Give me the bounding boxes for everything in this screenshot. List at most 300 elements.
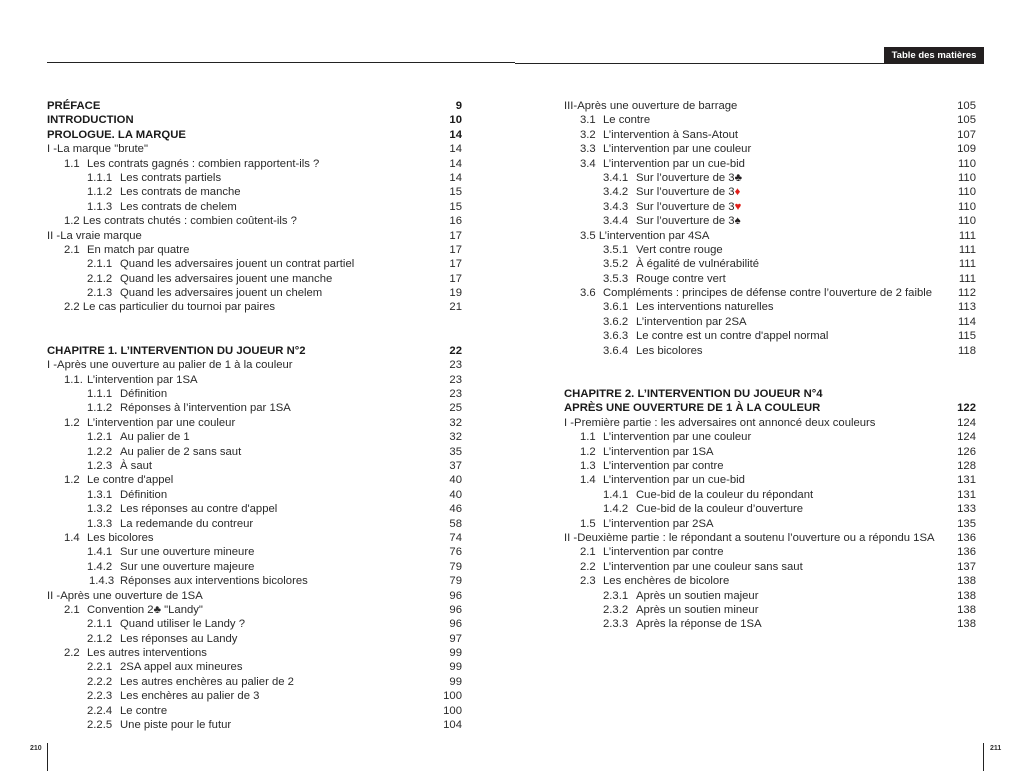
toc-entry[interactable] [47,632,462,646]
toc-entry-page: 9 [455,100,462,112]
toc-entry-page: 113 [957,301,976,314]
toc-entry-page: 79 [449,575,462,588]
toc-entry-title: Les autres enchères au palier de 2 [120,675,294,688]
toc-entry-title: L’intervention par une couleur [603,431,752,444]
toc-entry-page: 58 [449,517,462,530]
toc-entry-page: 96 [449,603,462,616]
toc-entry[interactable] [564,560,976,574]
toc-entry-title: Sur l’ouverture de 3 [636,171,735,184]
toc-entry-number: I - [47,359,58,372]
toc-entry[interactable] [564,329,976,343]
toc-entry[interactable] [47,128,462,142]
toc-entry-page: 111 [958,272,976,285]
toc-entry-number: 3.4 [580,157,596,170]
toc-entry-page: 111 [958,229,976,242]
toc-entry-title: APRÈS UNE OUVERTURE DE 1 À LA COULEUR [564,402,821,415]
card-suit-icon: ♦ [734,186,741,199]
toc-entry[interactable] [47,99,462,113]
toc-entry-title: Au palier de 1 [120,431,190,444]
toc-entry[interactable] [47,142,462,156]
toc-entry-page: 46 [449,503,462,516]
toc-entry[interactable] [564,257,976,271]
toc-entry-title: Quand les adversaires jouent une manche [120,272,333,285]
toc-entry[interactable] [564,531,976,545]
toc-entry-title: Les enchères au palier de 3 [120,690,260,703]
toc-entry[interactable] [47,257,462,271]
toc-entry-title: Définition [120,388,168,401]
toc-entry-number: 1.2 [580,445,596,458]
toc-entry-page: 10 [449,114,462,127]
toc-entry-title: Convention 2♣ "Landy" [87,603,203,616]
toc-entry-number: 1.2.2 [87,445,113,458]
toc-entry-page: 40 [449,474,462,487]
toc-entry-title: Les contrats de manche [120,186,241,199]
toc-entry-number: 1.1.1 [87,388,113,401]
toc-entry-page: 109 [957,143,976,156]
toc-entry-page: 21 [449,301,462,314]
toc-entry-title: Sur l’ouverture de 3 [636,215,735,228]
toc-entry-title: INTRODUCTION [47,114,134,127]
toc-entry-page: 124 [957,416,976,429]
toc-entry-number: 2.1.1 [87,258,113,271]
toc-entry-title: L’intervention par 1SA [87,373,198,386]
toc-entry-page: 111 [958,258,976,271]
toc-entry[interactable] [47,689,462,703]
right-page-margin-line [983,743,984,771]
toc-entry-number: 1.4.3 [89,575,115,588]
toc-entry[interactable] [564,589,976,603]
toc-entry-number: 2.2 [580,560,596,573]
toc-entry-title: Une piste pour le futur [120,719,232,732]
toc-spacer [47,315,462,344]
toc-entry-title: En match par quatre [87,243,190,256]
toc-entry[interactable] [564,445,976,459]
toc-entry-page: 96 [449,589,462,602]
toc-entry-title: À saut [120,459,153,472]
toc-entry[interactable] [47,286,462,300]
toc-entry-number: 3.4.2 [603,186,629,199]
card-suit-icon: ♠ [734,215,741,228]
toc-entry[interactable] [564,243,976,257]
toc-entry[interactable] [564,214,976,228]
toc-entry[interactable] [564,128,976,142]
toc-entry-number: 3.6.3 [603,330,629,343]
toc-entry-page: 99 [449,661,462,674]
toc-entry-number: I - [47,143,58,156]
toc-spacer [564,358,976,387]
toc-entry[interactable] [564,502,976,516]
toc-entry-title: L’intervention par un cue-bid [603,474,745,487]
toc-entry-number: 1.3.3 [87,517,113,530]
toc-entry-number: 3.4.4 [603,215,629,228]
toc-entry-page: 105 [957,114,976,127]
toc-entry-title: L’intervention par 1SA [603,445,714,458]
toc-entry-number: 2.2.5 [87,719,113,732]
toc-entry-title: À égalité de vulnérabilité [636,258,760,271]
toc-entry-number: 2.3.2 [603,603,629,616]
toc-entry[interactable] [47,171,462,185]
toc-entry[interactable] [47,589,462,603]
toc-entry-page: 105 [957,100,976,112]
toc-entry-page: 138 [957,575,976,588]
toc-entry-number: 2.1 [64,603,80,616]
toc-entry-title: Le contre [603,114,651,127]
toc-entry-page: 100 [443,690,462,703]
toc-entry-title: 2.2 Le cas particulier du tournoi par paires [64,301,275,314]
toc-entry-title: L’intervention par contre [603,459,724,472]
toc-entry-page: 99 [449,675,462,688]
toc-entry-title: CHAPITRE 2. L’INTERVENTION DU JOUEUR N°4 [564,388,823,401]
toc-entry[interactable] [564,99,976,113]
toc-entry-number: 1.1 [580,431,596,444]
toc-entry[interactable] [564,603,976,617]
toc-entry[interactable] [47,113,462,127]
toc-entry-title: Rouge contre vert [636,272,726,285]
toc-entry-number: 2.2.2 [87,675,113,688]
toc-entry-title: La vraie marque [60,229,142,242]
toc-entry-number: 2.2.3 [87,690,113,703]
toc-entry-number: 1.4.2 [87,560,113,573]
toc-entry-number: 3.4.1 [603,171,629,184]
toc-entry-title: Le contre d'appel [87,474,174,487]
toc-entry-number: 3.6.1 [603,301,629,314]
toc-entry-number: 1.2.3 [87,459,113,472]
toc-entry-number: 3.5.3 [603,272,629,285]
toc-entry-page: 17 [449,229,462,242]
toc-entry-number: II - [47,229,61,242]
toc-entry-title: PROLOGUE. LA MARQUE [47,128,186,141]
toc-entry-title: Quand les adversaires jouent un contrat partiel [120,258,355,271]
toc-entry[interactable] [47,229,462,243]
toc-entry[interactable] [47,574,462,588]
toc-entry[interactable] [47,718,462,732]
toc-entry-page: 97 [449,632,462,645]
toc-entry-number: 2.2.4 [87,704,113,717]
toc-left-page [47,99,462,732]
toc-entry[interactable] [47,214,462,228]
toc-entry[interactable] [47,344,462,358]
toc-entry-title: Les enchères de bicolore [603,575,730,588]
toc-entry-title: Après la réponse de 1SA [636,618,762,631]
toc-entry-number: 3.6.2 [603,315,629,328]
toc-entry-page: 131 [957,488,976,501]
toc-entry[interactable] [564,272,976,286]
toc-entry-page: 22 [449,344,462,357]
toc-entry[interactable] [47,272,462,286]
toc-entry-title: La redemande du contreur [120,517,254,530]
card-suit-icon: ♥ [734,200,742,213]
toc-entry[interactable] [47,300,462,314]
toc-entry-title: Sur une ouverture majeure [120,560,255,573]
toc-entry[interactable] [564,142,976,156]
toc-entry-title: Les contrats partiels [120,171,222,184]
toc-entry-number: 1.4 [580,474,596,487]
toc-entry-number: 3.2 [580,128,596,141]
toc-entry[interactable] [564,200,976,214]
toc-entry-number: 2.1.2 [87,632,113,645]
toc-entry-page: 100 [443,704,462,717]
toc-entry-page: 136 [957,546,976,559]
toc-entry[interactable] [564,113,976,127]
toc-entry-title: L’intervention par une couleur [603,143,752,156]
toc-entry-number: 3.6.4 [603,344,629,357]
toc-entry-title: L’intervention par contre [603,546,724,559]
toc-entry-page: 110 [957,186,976,199]
toc-entry[interactable] [47,517,462,531]
toc-entry-page: 138 [957,618,976,631]
toc-entry[interactable] [47,157,462,171]
toc-entry-title: Les réponses au contre d'appel [120,503,278,516]
toc-entry[interactable] [47,243,462,257]
toc-entry[interactable] [564,617,976,631]
toc-entry-page: 133 [957,503,976,516]
toc-entry-title: L’intervention par 2SA [603,517,714,530]
toc-entry-page: 14 [449,143,462,156]
toc-entry-title: Quand les adversaires jouent un chelem [120,287,323,300]
toc-entry[interactable] [564,488,976,502]
toc-entry-page: 32 [449,416,462,429]
toc-entry-number: III- [564,100,578,112]
toc-entry-number: 3.1 [580,114,596,127]
toc-entry-title: Première partie : les adversaires ont annoncé deux couleurs [574,416,876,429]
toc-entry-number: 3.6 [580,287,596,300]
toc-entry-title: Les contrats gagnés : combien rapportent-ils ? [87,157,320,170]
toc-entry-title: Après une ouverture de barrage [577,100,738,112]
toc-entry[interactable] [47,473,462,487]
toc-entry-title: L’intervention par un cue-bid [603,157,745,170]
toc-entry-title: Les bicolores [87,531,154,544]
toc-entry-number: 1.1. [64,373,83,386]
toc-entry-title: Compléments : principes de défense contre l’ouverture de 2 faible [603,287,933,300]
toc-entry-title: Deuxième partie : le répondant a soutenu l’ouverture ou a répondu 1SA [577,531,935,544]
toc-entry[interactable] [564,171,976,185]
toc-entry-title: L’intervention par une couleur [87,416,236,429]
toc-entry-page: 19 [449,287,462,300]
toc-entry-page: 138 [957,589,976,602]
toc-entry-number: 2.1 [64,243,80,256]
toc-entry-page: 14 [449,157,462,170]
toc-entry-number: II - [47,589,61,602]
toc-entry-title: CHAPITRE 1. L’INTERVENTION DU JOUEUR N°2 [47,344,306,357]
toc-entry-title: Après un soutien majeur [636,589,759,602]
toc-entry-page: 17 [449,272,462,285]
toc-entry-number: 1.2.1 [87,431,113,444]
toc-entry-page: 35 [449,445,462,458]
toc-entry-page: 99 [449,647,462,660]
toc-entry-page: 111 [958,243,976,256]
toc-entry[interactable] [564,473,976,487]
toc-entry-page: 17 [449,258,462,271]
toc-entry-page: 25 [449,402,462,415]
toc-entry[interactable] [47,646,462,660]
toc-entry-page: 110 [957,215,976,228]
toc-entry-number: 3.5.1 [603,243,629,256]
toc-entry[interactable] [564,157,976,171]
toc-entry-title: 2SA appel aux mineures [120,661,243,674]
toc-entry-title: Sur une ouverture mineure [120,546,255,559]
toc-entry-title: L’intervention par une couleur sans saut [603,560,803,573]
toc-entry-number: 1.4.1 [87,546,113,559]
toc-entry[interactable] [47,401,462,415]
toc-entry-title: Après un soutien mineur [636,603,759,616]
toc-entry-number: 1.4.1 [603,488,629,501]
toc-entry-title: Le contre est un contre d'appel normal [636,330,829,343]
toc-entry-number: 1.1.2 [87,402,113,415]
toc-entry[interactable] [564,430,976,444]
toc-entry-title: Quand utiliser le Landy ? [120,618,245,631]
section-tag: Table des matières [884,47,984,64]
toc-entry-number: 2.1.1 [87,618,113,631]
toc-entry-number: 3.5.2 [603,258,629,271]
toc-entry-title: Au palier de 2 sans saut [120,445,242,458]
toc-entry-number: 1.2 [64,416,80,429]
toc-entry[interactable] [47,531,462,545]
toc-entry-page: 79 [449,560,462,573]
toc-entry-page: 23 [449,373,462,386]
toc-entry-page: 23 [449,359,462,372]
toc-entry-title: Cue-bid de la couleur du répondant [636,488,814,501]
card-suit-icon: ♣ [734,171,743,184]
toc-entry-page: 23 [449,388,462,401]
toc-entry[interactable] [564,185,976,199]
toc-entry-number: 2.1 [580,546,596,559]
toc-entry-title: Les réponses au Landy [120,632,238,645]
toc-entry[interactable] [564,344,976,358]
toc-entry-title: Les interventions naturelles [636,301,774,314]
toc-entry[interactable] [564,286,976,300]
toc-entry-page: 15 [449,186,462,199]
toc-entry-page: 136 [957,531,976,544]
toc-entry-page: 107 [957,128,976,141]
toc-entry[interactable] [47,617,462,631]
toc-entry-page: 114 [957,315,976,328]
toc-entry[interactable] [47,430,462,444]
toc-entry[interactable] [564,300,976,314]
toc-entry-number: 3.4.3 [603,200,629,213]
toc-entry-page: 115 [957,330,976,343]
toc-entry-page: 112 [957,287,976,300]
toc-entry[interactable] [564,387,976,401]
toc-entry-number: 1.4.2 [603,503,629,516]
toc-entry-page: 138 [957,603,976,616]
left-page-number: 210 [30,745,42,752]
toc-entry[interactable] [47,416,462,430]
toc-entry-page: 40 [449,488,462,501]
toc-entry-page: 17 [449,243,462,256]
toc-entry-page: 128 [957,459,976,472]
toc-entry[interactable] [47,545,462,559]
toc-entry[interactable] [564,459,976,473]
toc-entry-title: Définition [120,488,168,501]
toc-entry-number: 3.3 [580,143,596,156]
toc-entry-page: 131 [957,474,976,487]
toc-entry-number: 1.4 [64,531,80,544]
toc-entry[interactable] [47,387,462,401]
toc-right-page [564,99,976,632]
toc-entry-number: 1.3.1 [87,488,113,501]
toc-entry-title: Vert contre rouge [636,243,723,256]
toc-entry-number: 2.1.3 [87,287,113,300]
toc-entry-page: 15 [449,200,462,213]
toc-entry-number: 1.2 [64,474,80,487]
toc-entry-page: 76 [449,546,462,559]
toc-entry-page: 110 [957,157,976,170]
toc-entry-number: II - [564,531,578,544]
toc-entry-title: La marque "brute" [57,143,148,156]
toc-entry[interactable] [47,660,462,674]
left-page-margin-line [47,743,48,771]
toc-entry-page: 118 [957,344,976,357]
toc-entry-number: 2.2 [64,647,80,660]
toc-entry-page: 110 [957,200,976,213]
toc-entry-page: 14 [449,171,462,184]
toc-entry-number: 1.1.1 [87,171,113,184]
toc-entry-number: 2.3 [580,575,596,588]
toc-entry[interactable] [47,185,462,199]
toc-entry-page: 16 [449,215,462,228]
toc-entry-title: Réponses à l’intervention par 1SA [120,402,291,415]
toc-entry[interactable] [47,560,462,574]
toc-entry-page: 96 [449,618,462,631]
toc-entry[interactable] [47,603,462,617]
toc-entry[interactable] [564,574,976,588]
toc-entry-page: 124 [957,431,976,444]
toc-entry[interactable] [47,445,462,459]
toc-entry[interactable] [47,200,462,214]
toc-entry-title: L’intervention par 2SA [636,315,747,328]
toc-entry-title: Le contre [120,704,168,717]
toc-entry[interactable] [47,488,462,502]
toc-entry-page: 74 [449,531,462,544]
right-page-number: 211 [990,745,1002,752]
toc-entry[interactable] [47,373,462,387]
toc-entry[interactable] [564,517,976,531]
toc-entry-number: 2.3.1 [603,589,629,602]
toc-entry-title: 1.2 Les contrats chutés : combien coûtent-ils ? [64,215,297,228]
toc-entry-title: Les bicolores [636,344,703,357]
toc-entry-title: Après une ouverture au palier de 1 à la couleur [57,359,293,372]
toc-entry-number: 1.1 [64,157,80,170]
toc-entry-title: Sur l’ouverture de 3 [636,186,735,199]
toc-entry-title: PRÉFACE [47,100,101,112]
toc-entry-title: Les autres interventions [87,647,207,660]
toc-entry-number: 1.3.2 [87,503,113,516]
toc-entry-page: 32 [449,431,462,444]
toc-entry-title: Sur l’ouverture de 3 [636,200,735,213]
toc-entry[interactable] [564,545,976,559]
toc-entry-number: 2.3.3 [603,618,629,631]
toc-entry-page: 122 [957,402,976,415]
toc-entry-title: Réponses aux interventions bicolores [120,575,308,588]
toc-entry[interactable] [47,502,462,516]
toc-entry-page: 137 [957,560,976,573]
toc-entry-title: L’intervention à Sans-Atout [603,128,739,141]
toc-entry[interactable] [47,675,462,689]
toc-entry[interactable] [47,704,462,718]
toc-entry-page: 126 [957,445,976,458]
toc-entry[interactable] [564,315,976,329]
toc-entry[interactable] [47,358,462,372]
toc-entry[interactable] [564,416,976,430]
toc-entry[interactable] [564,401,976,415]
toc-entry-title: Cue-bid de la couleur d’ouverture [636,503,804,516]
toc-entry-number: 2.1.2 [87,272,113,285]
header-rule-left [47,62,515,63]
toc-entry-title: Après une ouverture de 1SA [60,589,203,602]
toc-entry[interactable] [564,229,976,243]
toc-entry[interactable] [47,459,462,473]
toc-entry-number: 1.1.2 [87,186,113,199]
